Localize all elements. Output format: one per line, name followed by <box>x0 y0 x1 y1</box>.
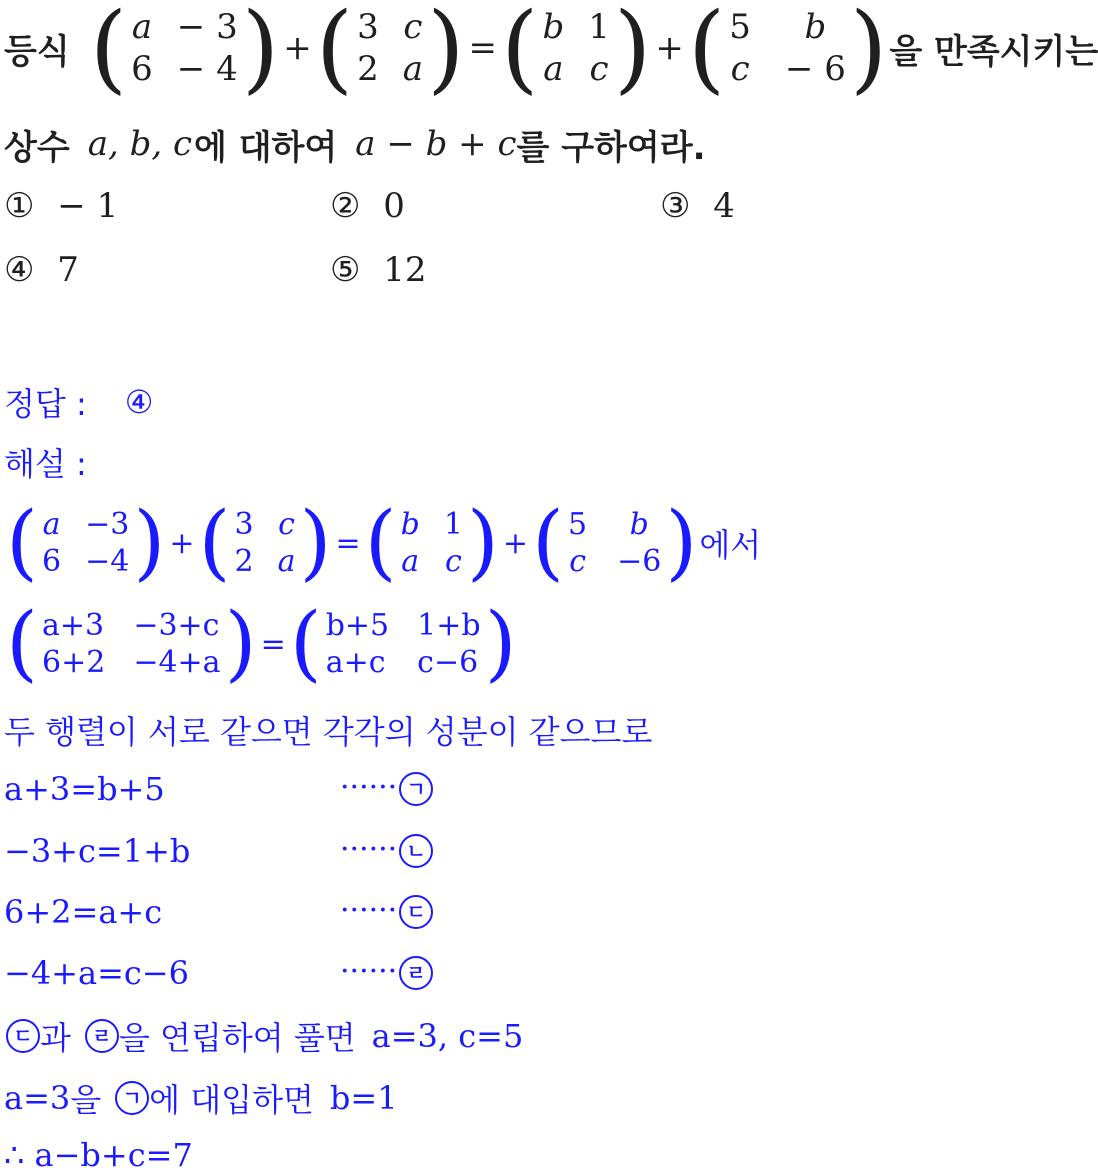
matrix-cell: − 3 <box>176 7 238 47</box>
question-text: 에 대하여 <box>194 127 338 168</box>
matrix-cell: b+5 <box>325 608 390 643</box>
equation-dots <box>340 770 433 806</box>
matrix-cell: 6 <box>131 49 153 89</box>
solution-text: 에 대입하면 <box>149 1081 314 1119</box>
matrix-cell: a+c <box>325 645 386 680</box>
matrix-cell: 6 <box>42 544 62 579</box>
solution-substitute-line <box>4 1076 398 1120</box>
matrix-cell: 1 <box>443 507 463 542</box>
matrix-4: ( 5 b c −6 ) <box>532 495 698 590</box>
matrix-cell: c <box>730 49 750 89</box>
solution-final: ∴ a−b+c=7 <box>4 1136 193 1174</box>
choice-2[interactable] <box>330 186 405 226</box>
matrix-cell: 2 <box>234 544 254 579</box>
solution-text: 에서 <box>699 526 762 564</box>
matrix-cell: − 4 <box>176 49 238 89</box>
matrix-cell: −3+c <box>133 608 220 643</box>
equals-sign: = <box>468 28 498 68</box>
answer-line <box>4 380 153 424</box>
question-prefix: 등식 <box>4 31 70 72</box>
choice-1[interactable] <box>4 186 118 226</box>
dots-text: ······ <box>340 832 398 867</box>
equation-dots <box>340 893 433 929</box>
solution-result: a=3, c=5 <box>371 1017 524 1055</box>
equation-expression: −4+a=c−6 <box>4 954 189 992</box>
matrix-cell: −4+a <box>133 645 221 680</box>
solution-matrix-equation <box>4 495 762 590</box>
choice-value: 4 <box>713 186 735 226</box>
solution-result: b=1 <box>329 1079 398 1117</box>
choice-value: 7 <box>57 250 79 290</box>
matrix-cell: a <box>277 544 296 579</box>
matrix-cell: − 6 <box>784 49 846 89</box>
answer-value: ④ <box>124 383 154 421</box>
equation-row <box>4 893 504 937</box>
choice-3[interactable] <box>660 186 735 226</box>
matrix-cell: b <box>804 7 827 47</box>
matrix-cell: c <box>589 49 609 89</box>
solution-label: 해설 : <box>4 445 87 483</box>
matrix-cell: a <box>131 7 153 47</box>
matrix-cell: a+3 <box>42 608 105 643</box>
solution-text: 을 연립하여 풀면 <box>118 1019 356 1057</box>
equation-dots <box>340 832 433 868</box>
matrix-3: ( b 1 a c ) <box>364 495 499 590</box>
solution-final-line <box>4 1136 193 1174</box>
equation-mark: ㄱ <box>115 1081 149 1115</box>
choice-number: ④ <box>4 250 35 290</box>
question-text: 상수 <box>4 127 70 168</box>
answer-label: 정답 : <box>4 385 87 423</box>
matrix-left: ( a+3 −3+c 6+2 −4+a ) <box>6 596 257 691</box>
dots-text: ······ <box>340 954 398 989</box>
solution-text: 두 행렬이 서로 같으면 각각의 성분이 같으므로 <box>4 713 653 751</box>
equals-sign: = <box>260 626 286 662</box>
equation-expression: −3+c=1+b <box>4 832 191 870</box>
solution-combined-matrices <box>4 598 519 690</box>
equals-sign: = <box>335 525 361 561</box>
equation-mark: ㄷ <box>6 1019 40 1053</box>
equation-expression: 6+2=a+c <box>4 893 163 931</box>
matrix-cell: b <box>629 507 649 542</box>
equation-mark: ㄷ <box>399 895 433 929</box>
matrix-2: ( 3 c 2 a ) <box>198 495 332 590</box>
question-line-1 <box>4 0 1098 104</box>
matrix-cell: c−6 <box>417 645 479 680</box>
choice-value: 12 <box>383 250 427 290</box>
matrix-cell: c <box>444 544 462 579</box>
choice-4[interactable] <box>4 250 79 290</box>
equation-row <box>4 770 504 814</box>
matrix-cell: b <box>400 507 420 542</box>
matrix-cell: a <box>402 49 424 89</box>
equation-row <box>4 832 504 876</box>
choice-5[interactable] <box>330 250 427 290</box>
dots-text: ······ <box>340 770 398 805</box>
plus-sign: + <box>169 525 195 561</box>
plus-sign: + <box>502 525 529 561</box>
matrix-right: ( b+5 1+b a+c c−6 ) <box>289 596 517 691</box>
solution-expression: a=3 <box>4 1079 71 1117</box>
matrix-cell: −6 <box>617 544 662 579</box>
matrix-2: ( 3 c 2 a ) <box>315 0 465 104</box>
equation-mark: ㄴ <box>399 834 433 868</box>
matrix-cell: b <box>542 7 565 47</box>
question-variables: a, b, c <box>87 124 193 164</box>
solution-solve-line <box>4 1014 523 1058</box>
choice-number: ⑤ <box>330 250 361 290</box>
equation-dots <box>340 954 433 990</box>
solution-text: 을 <box>70 1081 102 1119</box>
matrix-cell: c <box>569 544 586 579</box>
equation-expression: a+3=b+5 <box>4 770 165 808</box>
equation-row <box>4 954 504 998</box>
plus-sign: + <box>655 28 684 68</box>
equation-mark: ㄹ <box>85 1019 119 1053</box>
matrix-cell: 5 <box>568 507 588 542</box>
choice-value: − 1 <box>57 186 119 226</box>
choice-value: 0 <box>383 186 405 226</box>
choice-number: ② <box>330 186 361 226</box>
matrix-cell: c <box>278 507 295 542</box>
equation-mark: ㄱ <box>399 772 433 806</box>
matrix-cell: −3 <box>85 507 130 542</box>
matrix-cell: a <box>543 49 564 89</box>
matrix-1: ( a − 3 6 − 4 ) <box>89 0 280 104</box>
matrix-cell: 3 <box>234 507 254 542</box>
choice-number: ③ <box>660 186 691 226</box>
matrix-cell: −4 <box>85 544 130 579</box>
choice-number: ① <box>4 186 35 226</box>
matrix-cell: 1+b <box>417 608 481 643</box>
question-text: 를 구하여라. <box>516 127 706 168</box>
matrix-cell: 3 <box>357 7 379 47</box>
plus-sign: + <box>283 28 312 68</box>
matrix-4: ( 5 b c − 6 ) <box>687 0 888 104</box>
matrix-cell: a <box>42 507 61 542</box>
solution-label-line <box>4 440 87 484</box>
matrix-cell: 5 <box>729 7 751 47</box>
matrix-cell: 1 <box>588 7 610 47</box>
matrix-cell: c <box>403 7 423 47</box>
question-expression: a − b + c <box>355 124 517 164</box>
matrix-cell: 6+2 <box>42 645 106 680</box>
question-suffix: 을 만족시키는 <box>889 31 1098 72</box>
matrix-cell: a <box>401 544 420 579</box>
solution-text: 과 <box>40 1019 71 1057</box>
matrix-cell: 2 <box>357 49 379 89</box>
matrix-3: ( b 1 a c ) <box>501 0 652 104</box>
solution-text-line <box>4 708 652 752</box>
dots-text: ······ <box>340 893 398 928</box>
matrix-1: ( a −3 6 −4 ) <box>6 495 166 590</box>
equation-mark: ㄹ <box>399 956 433 990</box>
question-line-2 <box>4 122 706 166</box>
